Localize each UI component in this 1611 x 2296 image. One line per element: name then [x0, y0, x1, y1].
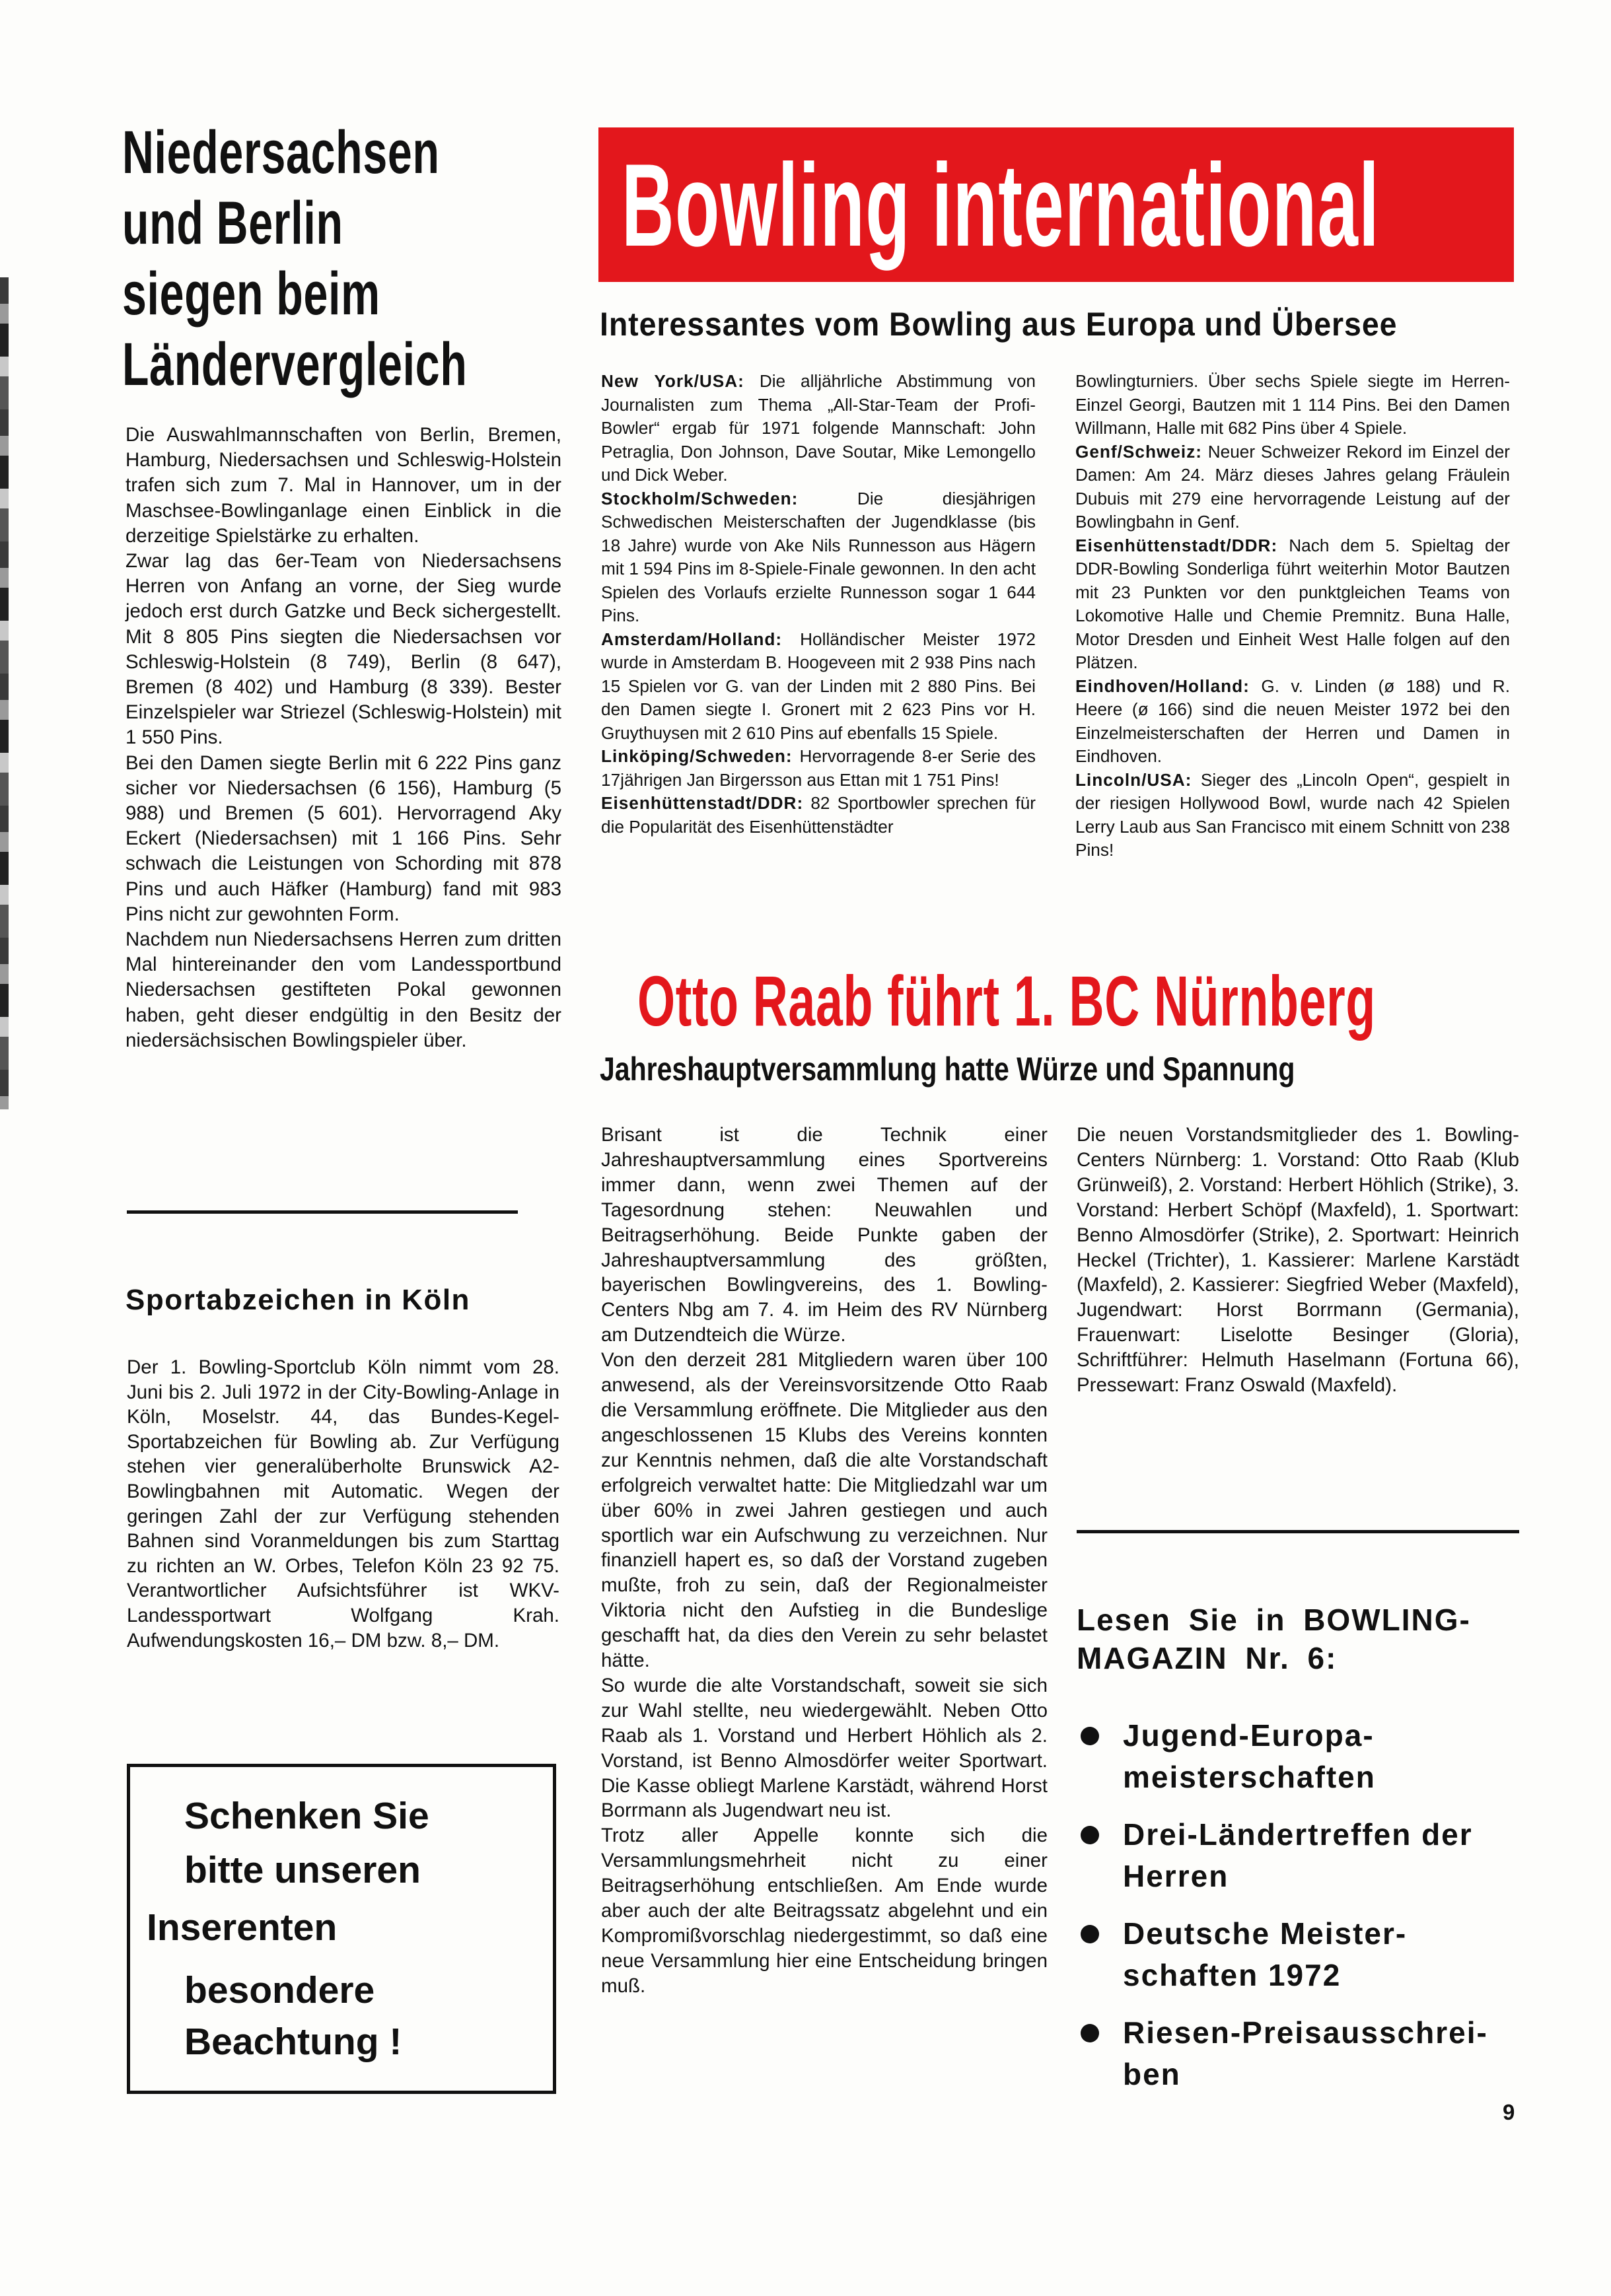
raab-column-left — [601, 1123, 1048, 1999]
news-item: Genf/Schweiz: Neuer Schweizer Rekord im Einzel der Damen: Am 24. März dieses Jahres gelang Fräulein Dubuis mit 279 eine hervorragende Leistung auf der Bowlingbahn in Genf. — [1075, 441, 1510, 532]
news-place: New York/USA: — [601, 371, 744, 391]
section-divider — [1077, 1530, 1519, 1533]
news-item: Linköping/Schweden: Hervorragende 8-er Serie des 17jährigen Jan Birgersson aus Ettan mit 1 751 Pins! — [601, 746, 1036, 790]
next-issue-heading: Lesen Sie in BOWLING-MAGAZIN Nr. 6: — [1077, 1603, 1471, 1675]
bullet-icon — [1081, 1826, 1099, 1844]
ad-line: Beachtung ! — [184, 2021, 402, 2063]
list-item: Riesen-Preisausschrei-ben — [1077, 2012, 1532, 2095]
news-item: Eisenhüttenstadt/DDR: Nach dem 5. Spieltag der DDR-Bowling Sonderliga führt weiterhin Motor Bautzen mit 23 Punkten vor den punktgleichen Teams von Lokomotive Halle und Chemie Premnitz. Buna Halle, Motor Dresden und Einheit West Halle folgen auf den Plätzen. — [1075, 535, 1510, 672]
headline-line: siegen beim — [122, 260, 380, 328]
ad-line: besondere — [184, 1969, 375, 2011]
news-item: Eindhoven/Holland: G. v. Linden (ø 188) und R. Heere (ø 166) sind die neuen Meister 1972 bei den Einzelmeisterschaften der Herren und Damen in Eindhoven. — [1075, 676, 1510, 766]
section-banner — [598, 127, 1514, 282]
paragraph: Zwar lag das 6er-Team von Niedersachsens Herren von Anfang an vorne, der Sieg wurde jedoch erst durch Gatzke und Beck sichergestellt. Mit 8 805 Pins siegten die Niedersachsen vor Schleswig-Holstein (8 749), Berlin (8 647), Bremen (8 402) und Hamburg (8 339). Bester Einzelspieler war Striezel (Schleswig-Holstein) mit 1 550 Pins. — [125, 550, 561, 749]
headline-line: und Berlin — [122, 190, 343, 257]
news-item: Stockholm/Schweden: Die diesjährigen Schwedischen Meisterschaften der Jugendklasse (bis 18 Jahre) wurde von Ake Nils Runnesson aus Hägern mit 1 594 Pins im 8-Spiele-Finale gewonnen. In den acht Spielen des Vorlaufs erzielte Runnesson sogar 1 644 Pins. — [601, 488, 1036, 625]
news-item: Eisenhüttenstadt/DDR: 82 Sportbowler sprechen für die Popularität des Eisenhüttenstädter — [601, 793, 1036, 837]
next-issue-list — [1077, 1715, 1532, 2111]
ad-line: Inserenten — [147, 1906, 338, 1949]
news-place: Lincoln/USA: — [1075, 769, 1192, 790]
news-place: Eisenhüttenstadt/DDR: — [601, 793, 804, 813]
bullet-icon — [1081, 1925, 1099, 1943]
edge-photo-fragment — [0, 277, 9, 1109]
paragraph: So wurde die alte Vorstandschaft, soweit sie sich zur Wahl stellte, neu wiedergewählt. Neben Otto Raab als 1. Vorstand und Herbert Höhlich als 2. Vorstand, ist Benno Almosdörfer weiter Sportwart. Die Kasse obliegt Marlene Karstädt, während Horst Borrmann als Jugendwart neu ist. — [601, 1674, 1048, 1822]
news-place: Eindhoven/Holland: — [1075, 676, 1250, 696]
news-place: Linköping/Schweden: — [601, 746, 793, 766]
list-item: Drei-Ländertreffen der Herren — [1077, 1814, 1532, 1897]
news-column-right — [1075, 370, 1510, 862]
paragraph: Trotz aller Appelle konnte sich die Versammlungsmehrheit nicht zu einer Beitragserhöhung entschließen. Am Ende wurde aber auch der alte Beitragssatz abgelehnt und ein Kompromißvorschlag niedergestimmt, so daß eine neue Versammlung hier eine Entscheidung bringen muß. — [601, 1825, 1048, 1997]
news-column-left — [601, 370, 1036, 839]
paragraph: Der 1. Bowling-Sportclub Köln nimmt vom 28. Juni bis 2. Juli 1972 in der City-Bowling-Anlage in Köln, Moselstr. 44, das Bundes-Kegel-Sportabzeichen für Bowling ab. Zur Verfügung stehen vier generalüberholte Brunswick A2-Bowlingbahnen mit Automatic. Wegen der geringen Zahl der zur Verfügung stehenden Bahnen sind Voranmeldungen bis zum Starttag zu richten an W. Orbes, Telefon Köln 23 92 75. Verantwortlicher Aufsichtsführer ist WKV-Landessportwart Wolfgang Krah. Aufwendungskosten 16,– DM bzw. 8,– DM. — [127, 1356, 559, 1652]
news-item: Bowlingturniers. Über sechs Spiele siegte im Herren-Einzel Georgi, Bautzen mit 1 114 Pins. Bei den Damen Willmann, Halle mit 682 Pins über 4 Spiele. — [1075, 371, 1510, 438]
news-place: Stockholm/Schweden: — [601, 488, 799, 508]
paragraph: Nachdem nun Niedersachsens Herren zum dritten Mal hintereinander den vom Landessportbund Niedersachsen gestifteten Pokal gewonnen haben, geht dieser endgültig in den Besitz der niedersächsischen Bowlingspieler über. — [125, 928, 561, 1051]
raab-column-right — [1077, 1123, 1519, 1398]
news-place: Amsterdam/Holland: — [601, 629, 783, 649]
lead-article-body — [125, 423, 561, 1053]
list-item: Jugend-Europa-meisterschaften — [1077, 1715, 1532, 1798]
advertiser-notice-box — [127, 1764, 556, 2094]
news-place: Genf/Schweiz: — [1075, 441, 1202, 462]
bullet-icon — [1081, 2024, 1099, 2042]
banner-title: Bowling international — [622, 139, 1380, 271]
paragraph: Bei den Damen siegte Berlin mit 6 222 Pins ganz sicher vor Niedersachsen (6 156), Hamburg (5 988) und Bremen (5 601). Hervorragend Aky Eckert (Niedersachsen) mit 1 166 Pins. Sehr schwach die Leistungen von Schording mit 878 Pins und auch Häfker (Hamburg) fand mit 983 Pins nicht zur gewohnten Form. — [125, 751, 561, 925]
paragraph: Die Auswahlmannschaften von Berlin, Bremen, Hamburg, Niedersachsen und Schleswig-Holstein trafen sich zum 7. Mal in Hannover, um in der Maschsee-Bowlinganlage einen Einblick in die derzeitige Spielstärke zu erhalten. — [125, 424, 561, 547]
news-place: Eisenhüttenstadt/DDR: — [1075, 535, 1278, 555]
raab-headline: Otto Raab führt 1. BC Nürnberg — [637, 961, 1376, 1041]
ad-line: Schenken Sie — [184, 1795, 429, 1837]
bullet-icon — [1081, 1727, 1099, 1745]
paragraph: Die neuen Vorstandsmitglieder des 1. Bowling-Centers Nürnberg: 1. Vorstand: Otto Raab (Klub Grünweiß), 2. Vorstand: Herbert Höhlich (Strike), 3. Vorstand: Herbert Schöpf (Maxfeld), 1. Sportwart: Benno Almosdörfer (Strike), 2. Sportwart: Heinrich Heckel (Trichter), 1. Kassierer: Marlene Karstädt (Maxfeld), 2. Kassierer: Siegfried Weber (Maxfeld), Jugendwart: Horst Borrmann (Germania), Frauenwart: Liselotte Besinger (Gloria), Schriftführer: Helmuth Haselmann (Fortuna 66), Pressewart: Franz Oswald (Maxfeld). — [1077, 1124, 1519, 1397]
news-item: Amsterdam/Holland: Holländischer Meister 1972 wurde in Amsterdam B. Hoogeveen mit 2 938 Pins nach 15 Spielen vor G. van der Linden mit 2 880 Pins. Bei den Damen siegte I. Gronert mit 2 623 Pins vor H. Gruythuysen mit 2 610 Pins auf ebenfalls 15 Spiele. — [601, 629, 1036, 743]
section-divider — [127, 1210, 518, 1214]
section-subheading: Interessantes vom Bowling aus Europa und Übersee — [600, 306, 1398, 343]
page-number: 9 — [1503, 2100, 1515, 2124]
raab-subheading: Jahreshauptversammlung hatte Würze und Spannung — [600, 1051, 1295, 1088]
paragraph: Brisant ist die Technik einer Jahreshauptversammlung eines Sportvereins immer dann, wenn zwei Themen auf der Tagesordnung stehen: Neuwahlen und Beitragserhöhung. Beide Punkte gaben der Jahreshauptversammlung des größten, bayerischen Bowlingvereins, des 1. Bowling-Centers Nbg am 7. 4. im Heim des RV Nürnberg am Dutzendteich die Würze. — [601, 1124, 1048, 1346]
headline-line: Ländervergleich — [122, 331, 468, 398]
paragraph: Von den derzeit 281 Mitgliedern waren über 100 anwesend, als der Vereinsvorsitzende Otto Raab die Versammlung eröffnete. Die Mitglieder aus den angeschlossenen 15 Klubs des Vereins konnten zur Kenntnis nehmen, daß die alte Vorstandschaft erfolgreich verwaltet hatte: Die Mitgliedzahl war um über 60% in zwei Jahren gestiegen und auch sportlich war ein Aufschwung zu verzeichnen. Nur finanziell hapert es, so daß der Vorstand zugeben mußte, froh zu sein, daß der Regionalmeister Viktoria nicht den Aufstieg in die Bundeslige geschafft hat, da dies den Verein zu sehr belastet hätte. — [601, 1349, 1048, 1672]
koeln-article-body — [127, 1355, 559, 1653]
news-item: Lincoln/USA: Sieger des „Lincoln Open“, gespielt in der riesigen Hollywood Bowl, wurde nach 42 Spielen Lerry Laub aus San Francisco mit einem Schnitt von 238 Pins! — [1075, 769, 1510, 860]
ad-line: bitte unseren — [184, 1849, 421, 1891]
list-item: Deutsche Meister-schaften 1972 — [1077, 1913, 1532, 1996]
lead-headline — [122, 118, 598, 400]
koeln-headline: Sportabzeichen in Köln — [125, 1284, 470, 1316]
news-item: New York/USA: Die alljährliche Abstimmung von Journalisten zum Thema „All-Star-Team der Profi-Bowler“ ergab für 1971 folgende Mannschaft: John Petraglia, Don Johnson, Dave Soutar, Mike Lemongello und Dick Weber. — [601, 371, 1036, 485]
headline-line: Niedersachsen — [122, 119, 440, 186]
